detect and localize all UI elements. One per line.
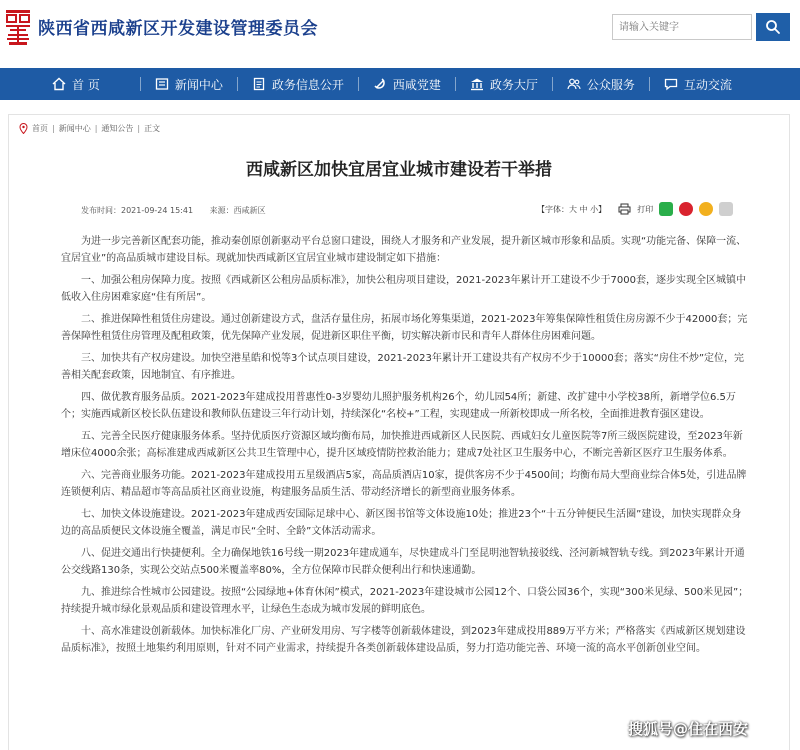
nav-item-service-hall[interactable] [456,68,552,100]
nav-item-label: 政务大厅 [489,77,538,92]
article-paragraph: 五、完善全民医疗健康服务体系。坚持优质医疗资源区域均衡布局，加快推进西咸新区人民医院、西咸妇女儿童医院等7所三级医院建设，至2023年新增床位4000余张；高标准建成西咸新区公共卫生管理中心，提升区域疫情防控救治能力；建成7处社区卫生服务中心，不断完善新区医疗卫生服务体系。 [61,431,743,459]
nav-item-label: 政务信息公开 [271,77,344,92]
article-paragraph: 八、促进交通出行快捷便利。全力确保地铁16号线一期2023年建成通车，尽快建成斗门至昆明池智轨接驳线、泾河新城智轨专线。到2023年累计开通公交线路130条，实现公交站点500米覆盖率80%，全方位保障市民群众便利出行和快速通勤。 [61,548,745,576]
search-icon [765,19,781,35]
breadcrumb [19,123,160,134]
article-paragraph: 二、推进保障性租赁住房建设。通过创新建设方式，盘活存量住房，拓展市场化筹集渠道，2021-2023年筹集保障性租赁住房房源不少于42000套；完善保障性租赁住房管理及配租政策，优先保障产业发展，促进新区职住平衡，切实解决新市民和青年人群体住房困难问题。 [61,314,748,342]
breadcrumb-news[interactable]: 新闻中心 [58,124,91,133]
nav-item-label: 西咸党建 [392,77,441,92]
search-input[interactable] [612,14,752,40]
article-paragraph: 九、推进综合性城市公园建设。按照“公园绿地+体育休闲”模式，2021-2023年建设城市公园12个、口袋公园36个，实现“300米见绿、500米见园”；持续提升城市绿化景观品质和建设管理水平，让绿色生态成为城市发展的鲜明底色。 [61,587,749,615]
article-paragraph: 四、做优教育服务品质。2021-2023年建成投用普惠性0-3岁婴幼儿照护服务机构26个，幼儿园54所；新建、改扩建中小学校38所，新增学位6.5万个；实施西咸新区校长队伍建设和教师队伍建设三年行动计划，持续深化“名校+”工程，实现建成一所新校即成一所名校，全面推进教育强区建设。 [61,392,736,420]
breadcrumb-separator: | [52,124,55,133]
nav-item-label: 新闻中心 [174,77,223,92]
site-logo-icon[interactable] [4,8,32,48]
nav-item-gov-info[interactable] [238,68,358,100]
article-panel [8,114,790,750]
nav-item-home[interactable] [0,68,140,100]
nav-item-label: 互动交流 [683,77,732,92]
nav-item-label: 公众服务 [586,77,635,92]
article-source: 来源：西咸新区 [209,206,266,215]
main-nav [0,68,800,100]
printer-icon[interactable] [618,203,631,215]
nav-item-public-service[interactable] [553,68,649,100]
article-paragraph: 六、完善商业服务功能。2021-2023年建成投用五星级酒店5家，高品质酒店10家，提供客房不少于4500间；均衡布局大型商业综合体5处，引进品牌连锁便利店、精品超市等高品质社区商业设施，构建服务品质生活、带动经济增长的新型商业服务体系。 [61,470,747,498]
font-size-control[interactable]: 【字体：大 中 小】 [537,204,607,214]
print-button[interactable]: 打印 [637,204,654,214]
watermark: 搜狐号@住在西安 [628,720,749,738]
qq-share-icon[interactable] [699,202,713,216]
breadcrumb-separator: | [137,124,141,133]
article-title: 西咸新区加快宜居宜业城市建设若干举措 [246,160,552,180]
site-title[interactable]: 陕西省西咸新区开发建设管理委员会 [38,19,318,39]
party-emblem-icon [373,77,387,91]
breadcrumb-current: 正文 [144,124,161,133]
article-paragraph: 十、高水准建设创新载体。加快标准化厂房、产业研发用房、写字楼等创新载体建设，到2023年建成投用889万平方米；严格落实《西咸新区规划建设品质标准》，按照土地集约利用原则，针对不同产业需求，持续提升各类创新载体建设品质，努力打造功能完善、环境一流的高水平创新创业空间。 [61,626,746,654]
chat-icon [664,77,678,91]
location-pin-icon [19,123,28,134]
nav-item-news[interactable] [141,68,237,100]
article-body [61,233,751,662]
hall-icon [470,77,484,91]
article-paragraph: 为进一步完善新区配套功能，推动秦创原创新驱动平台总窗口建设，围绕人才服务和产业发展，提升新区城市形象和品质。实现“功能完备、保障一流、宜居宜业”的高品质城市建设目标。现就加快西咸新区宜居宜业城市建设制定如下措施： [61,236,747,264]
nav-item-party[interactable] [359,68,455,100]
people-icon [567,77,581,91]
wechat-share-icon[interactable] [659,202,673,216]
article-paragraph: 七、加快文体设施建设。2021-2023年建成西安国际足球中心、新区图书馆等文体设施10处；推进23个“十五分钟便民生活圈”建设，加快实现群众身边的高品质便民文体设施全覆盖，满足市民“全时、全龄”文体活动需求。 [61,509,742,537]
more-share-icon[interactable] [719,202,733,216]
breadcrumb-notices[interactable]: 通知公告 [101,124,134,133]
article-paragraph: 一、加强公租房保障力度。按照《西咸新区公租房品质标准》，加快公租房项目建设，2021-2023年累计开工建设不少于7000套，逐步实现全区城镇中低收入住房困难家庭“住有所居”。 [61,275,746,303]
news-icon [155,77,169,91]
article-meta [81,205,280,216]
nav-item-label: 首 页 [72,77,100,92]
breadcrumb-home[interactable]: 首页 [32,124,48,133]
breadcrumb-separator: | [94,124,98,133]
publish-date: 发布时间：2021-09-24 15:41 [81,206,194,215]
nav-item-interaction[interactable] [650,68,746,100]
weibo-share-icon[interactable] [679,202,693,216]
home-icon [52,77,66,91]
site-header [0,0,800,58]
document-icon [252,77,266,91]
article-paragraph: 三、加快共有产权房建设。加快空港星皓和悦等3个试点项目建设，2021-2023年累计开工建设共有产权房不少于10000套；落实“房住不炒”定位，完善相关配套政策，因地制宜、有序推进。 [61,353,745,381]
search-button[interactable] [756,13,790,41]
article-tools [537,202,733,216]
